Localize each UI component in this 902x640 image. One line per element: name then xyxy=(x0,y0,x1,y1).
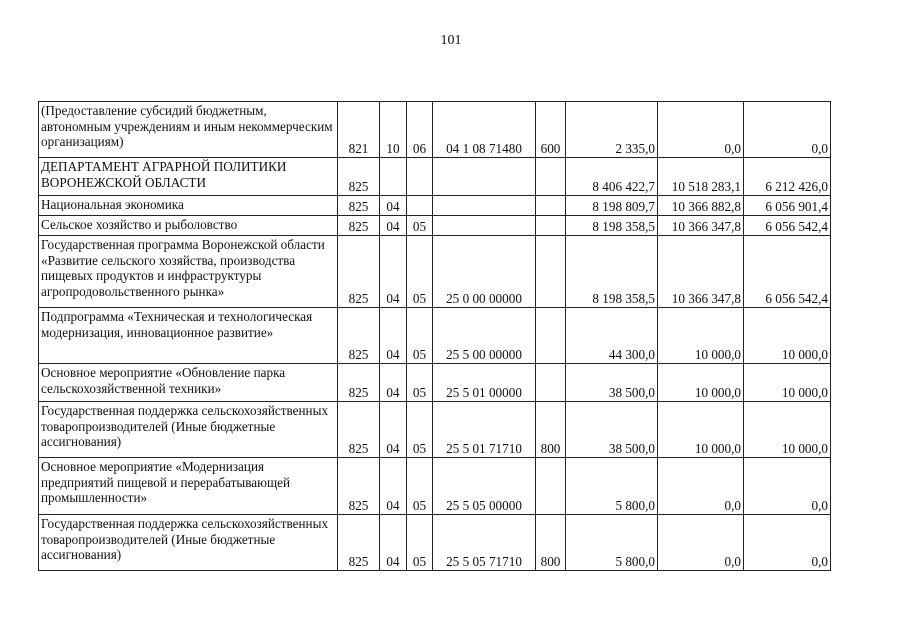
cell-pr xyxy=(407,158,433,196)
cell-pr: 05 xyxy=(407,515,433,571)
cell-ved: 825 xyxy=(338,196,380,216)
cell-vr: 800 xyxy=(536,402,566,458)
cell-amount-year3: 10 000,0 xyxy=(744,308,831,364)
cell-amount-year1: 8 198 358,5 xyxy=(566,216,658,236)
table-row xyxy=(39,196,831,216)
row-name: Государственная программа Воронежской области «Развитие сельского хозяйства, производства пищевых продуктов и инфраструктуры агропродовольственного рынка» xyxy=(39,236,338,308)
cell-amount-year3: 0,0 xyxy=(744,102,831,158)
cell-rz: 04 xyxy=(380,402,407,458)
table-row xyxy=(39,515,831,571)
table-row xyxy=(39,216,831,236)
cell-ved: 825 xyxy=(338,236,380,308)
cell-rz: 04 xyxy=(380,236,407,308)
cell-amount-year3: 0,0 xyxy=(744,458,831,515)
cell-ved: 825 xyxy=(338,308,380,364)
cell-rz: 04 xyxy=(380,308,407,364)
cell-amount-year1: 38 500,0 xyxy=(566,402,658,458)
cell-amount-year2: 10 000,0 xyxy=(658,364,744,402)
cell-amount-year1: 38 500,0 xyxy=(566,364,658,402)
cell-vr xyxy=(536,364,566,402)
cell-amount-year3: 0,0 xyxy=(744,515,831,571)
cell-amount-year2: 10 000,0 xyxy=(658,308,744,364)
cell-amount-year1: 8 406 422,7 xyxy=(566,158,658,196)
cell-amount-year2: 10 366 347,8 xyxy=(658,216,744,236)
cell-amount-year2: 10 366 882,8 xyxy=(658,196,744,216)
cell-amount-year3: 10 000,0 xyxy=(744,402,831,458)
row-name: (Предоставление субсидий бюджетным, автономным учреждениям и иным некоммерческим организациям) xyxy=(39,102,338,158)
cell-rz: 10 xyxy=(380,102,407,158)
cell-amount-year3: 6 056 901,4 xyxy=(744,196,831,216)
cell-ved: 825 xyxy=(338,364,380,402)
cell-rz: 04 xyxy=(380,364,407,402)
cell-pr: 05 xyxy=(407,402,433,458)
cell-csr: 04 1 08 71480 xyxy=(433,102,536,158)
cell-amount-year1: 8 198 809,7 xyxy=(566,196,658,216)
cell-amount-year1: 2 335,0 xyxy=(566,102,658,158)
row-name: Государственная поддержка сельскохозяйственных товаропроизводителей (Иные бюджетные ассигнования) xyxy=(39,515,338,571)
row-name: ДЕПАРТАМЕНТ АГРАРНОЙ ПОЛИТИКИ ВОРОНЕЖСКОЙ ОБЛАСТИ xyxy=(39,158,338,196)
cell-amount-year2: 10 000,0 xyxy=(658,402,744,458)
row-name: Сельское хозяйство и рыболовство xyxy=(39,216,338,236)
cell-amount-year3: 6 056 542,4 xyxy=(744,216,831,236)
cell-amount-year1: 5 800,0 xyxy=(566,515,658,571)
cell-rz: 04 xyxy=(380,216,407,236)
cell-ved: 825 xyxy=(338,158,380,196)
cell-ved: 825 xyxy=(338,515,380,571)
cell-csr: 25 5 00 00000 xyxy=(433,308,536,364)
cell-csr: 25 5 01 00000 xyxy=(433,364,536,402)
cell-vr xyxy=(536,196,566,216)
table-row xyxy=(39,458,831,515)
budget-table xyxy=(38,101,831,571)
cell-amount-year1: 5 800,0 xyxy=(566,458,658,515)
cell-ved: 825 xyxy=(338,402,380,458)
cell-vr xyxy=(536,216,566,236)
cell-csr: 25 5 01 71710 xyxy=(433,402,536,458)
table-row xyxy=(39,158,831,196)
cell-pr: 06 xyxy=(407,102,433,158)
row-name: Подпрограмма «Техническая и технологическая модернизация, инновационное развитие» xyxy=(39,308,338,364)
cell-amount-year3: 10 000,0 xyxy=(744,364,831,402)
row-name: Основное мероприятие «Обновление парка сельскохозяйственной техники» xyxy=(39,364,338,402)
cell-vr: 800 xyxy=(536,515,566,571)
cell-vr: 600 xyxy=(536,102,566,158)
cell-csr xyxy=(433,158,536,196)
row-name: Государственная поддержка сельскохозяйственных товаропроизводителей (Иные бюджетные ассигнования) xyxy=(39,402,338,458)
cell-pr: 05 xyxy=(407,236,433,308)
cell-rz xyxy=(380,158,407,196)
table-row xyxy=(39,402,831,458)
cell-vr xyxy=(536,458,566,515)
cell-pr: 05 xyxy=(407,308,433,364)
cell-vr xyxy=(536,236,566,308)
cell-rz: 04 xyxy=(380,515,407,571)
row-name: Национальная экономика xyxy=(39,196,338,216)
cell-rz: 04 xyxy=(380,458,407,515)
cell-vr xyxy=(536,158,566,196)
cell-pr: 05 xyxy=(407,216,433,236)
page-number: 101 xyxy=(440,33,462,48)
cell-amount-year3: 6 056 542,4 xyxy=(744,236,831,308)
cell-pr: 05 xyxy=(407,458,433,515)
cell-amount-year1: 44 300,0 xyxy=(566,308,658,364)
cell-pr: 05 xyxy=(407,364,433,402)
row-name: Основное мероприятие «Модернизация предприятий пищевой и перерабатывающей промышленности» xyxy=(39,458,338,515)
cell-ved: 825 xyxy=(338,458,380,515)
cell-amount-year2: 0,0 xyxy=(658,458,744,515)
table-row xyxy=(39,364,831,402)
cell-vr xyxy=(536,308,566,364)
cell-ved: 825 xyxy=(338,216,380,236)
cell-csr: 25 5 05 00000 xyxy=(433,458,536,515)
cell-amount-year3: 6 212 426,0 xyxy=(744,158,831,196)
cell-ved: 821 xyxy=(338,102,380,158)
cell-csr xyxy=(433,216,536,236)
table-row xyxy=(39,102,831,158)
cell-csr xyxy=(433,196,536,216)
cell-csr: 25 5 05 71710 xyxy=(433,515,536,571)
table-row xyxy=(39,236,831,308)
cell-pr xyxy=(407,196,433,216)
cell-amount-year2: 10 518 283,1 xyxy=(658,158,744,196)
cell-rz: 04 xyxy=(380,196,407,216)
cell-amount-year2: 0,0 xyxy=(658,102,744,158)
cell-csr: 25 0 00 00000 xyxy=(433,236,536,308)
cell-amount-year1: 8 198 358,5 xyxy=(566,236,658,308)
cell-amount-year2: 0,0 xyxy=(658,515,744,571)
cell-amount-year2: 10 366 347,8 xyxy=(658,236,744,308)
table-row xyxy=(39,308,831,364)
